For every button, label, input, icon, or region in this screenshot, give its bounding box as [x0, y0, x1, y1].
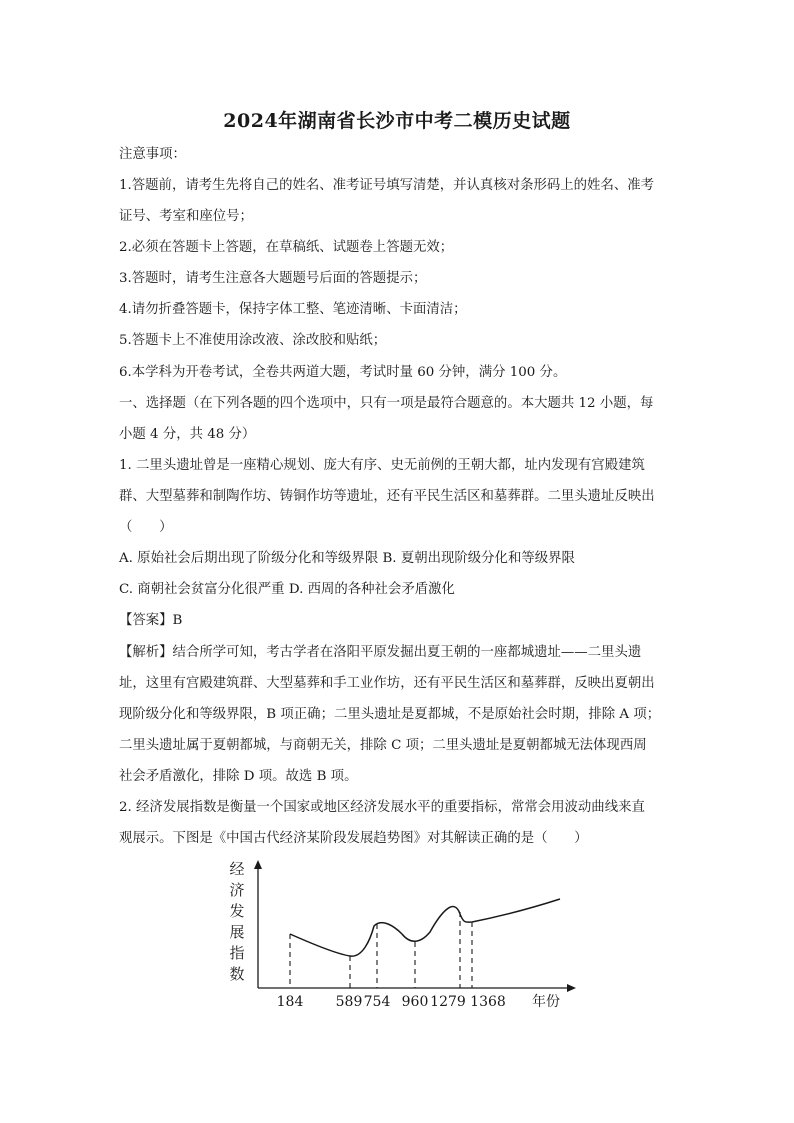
- question-stem: 1. 二里头遗址曾是一座精心规划、庞大有序、史无前例的王朝大都，址内发现有宫殿建筑: [119, 458, 645, 473]
- note-line: 6.本学科为开卷考试，全卷共两道大题，考试时量 60 分钟，满分 100 分。: [119, 365, 567, 380]
- x-tick-label: 1279: [430, 994, 466, 1010]
- x-tick-label: 589: [335, 994, 363, 1010]
- analysis-line: 社会矛盾激化，排除 D 项。故选 B 项。: [119, 769, 358, 784]
- note-line: 证号、考室和座位号；: [119, 209, 253, 224]
- y-axis-label-text: 经济发展指数: [229, 860, 245, 983]
- x-axis-arrow: [567, 984, 576, 992]
- x-axis-label: 年份: [532, 994, 560, 1010]
- section-heading: 一、选择题（在下列各题的四个选项中，只有一项是最符合题意的。本大题共 12 小题，每: [119, 396, 654, 411]
- x-tick-label: 1368: [470, 994, 506, 1010]
- note-line: 3.答题时，请考生注意各大题题号后面的答题提示；: [119, 271, 427, 286]
- page-title: 2024年湖南省长沙市中考二模历史试题: [223, 110, 571, 132]
- analysis-line: 【解析】结合所学可知，考古学者在洛阳平原发掘出夏王朝的一座都城遗址——二里头遗: [119, 645, 642, 660]
- note-line: 2.必须在答题卡上答题，在草稿纸、试题卷上答题无效；: [119, 240, 454, 255]
- section-heading: 小题 4 分，共 48 分）: [119, 427, 256, 442]
- economic-trend-chart: [222, 856, 582, 1016]
- note-line: 5.答题卡上不准使用涂改液、涂改胶和贴纸；: [119, 333, 387, 348]
- notes-heading: 注意事项：: [119, 147, 186, 162]
- x-tick-label: 754: [363, 994, 391, 1010]
- question-stem: 2. 经济发展指数是衡量一个国家或地区经济发展水平的重要指标，常常会用波动曲线来直: [119, 800, 645, 815]
- note-line: 1.答题前，请考生先将自己的姓名、准考证号填写清楚，并认真核对条形码上的姓名、准考: [119, 178, 655, 193]
- x-tick-label: 184: [276, 994, 304, 1010]
- y-axis-label: [229, 860, 244, 983]
- analysis-line: 址，这里有宫殿建筑群、大型墓葬和手工业作坊，还有平民生活区和墓葬群，反映出夏朝出: [119, 676, 655, 691]
- answer-label: 【答案】B: [119, 613, 183, 628]
- question-stem: 观展示。下图是《中国古代经济某阶段发展趋势图》对其解读正确的是（ ）: [119, 831, 588, 846]
- analysis-line: 现阶级分化和等级界限，B 项正确；二里头遗址是夏都城，不是原始社会时期，排除 A 项；: [119, 707, 661, 722]
- question-option: C. 商朝社会贫富分化很严重 D. 西周的各种社会矛盾激化: [119, 582, 455, 597]
- question-stem: （ ）: [119, 520, 173, 535]
- trend-curve: [290, 899, 560, 956]
- question-option: A. 原始社会后期出现了阶级分化和等级界限 B. 夏朝出现阶级分化和等级界限: [119, 551, 575, 566]
- analysis-line: 二里头遗址属于夏朝都城，与商朝无关，排除 C 项；二里头遗址是夏朝都城无法体现西周: [119, 738, 647, 753]
- question-stem: 群、大型墓葬和制陶作坊、铸铜作坊等遗址，还有平民生活区和墓葬群。二里头遗址反映出: [119, 489, 655, 504]
- note-line: 4.请勿折叠答题卡，保持字体工整、笔迹清晰、卡面清洁；: [119, 302, 467, 317]
- y-axis-arrow: [254, 860, 262, 869]
- x-tick-label: 960: [401, 994, 429, 1010]
